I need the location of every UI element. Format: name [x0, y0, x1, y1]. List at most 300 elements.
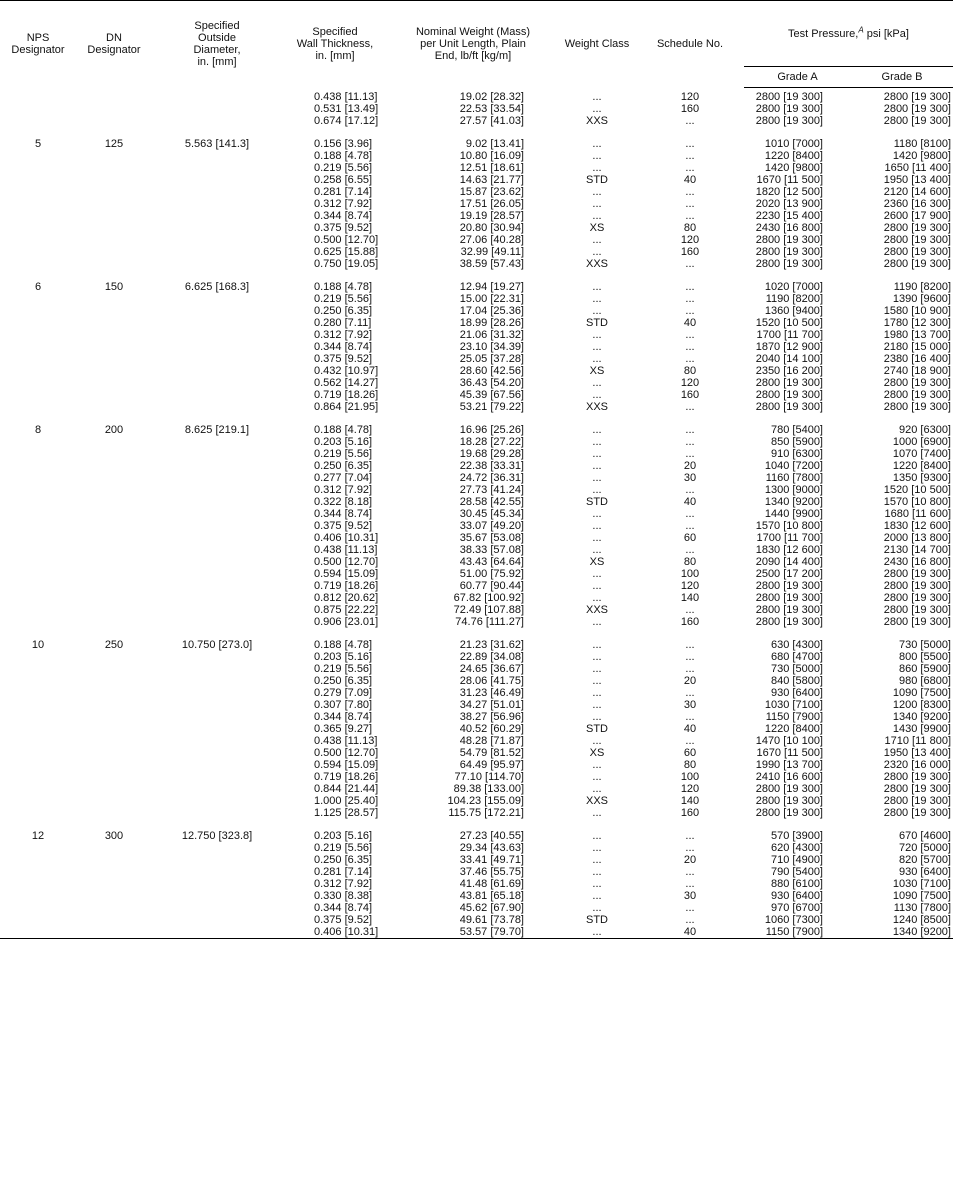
- grade-a-pressure-cell: 1300 [9000]: [764, 484, 823, 496]
- wall-thickness-cell: 0.375 [9.52]: [314, 520, 373, 532]
- table-row: [0, 520, 953, 532]
- nps-cell: [0, 210, 76, 222]
- outside-diameter-cell: [152, 115, 282, 127]
- nps-cell: [0, 771, 76, 783]
- group-spacer: [0, 819, 953, 830]
- outside-diameter-cell: 12.750 [323.8]: [181, 830, 253, 842]
- col-header-nps: [0, 1, 76, 88]
- nominal-weight-cell: 17.51 [26.05]: [459, 198, 524, 210]
- grade-a-pressure-cell: 1870 [12 900]: [755, 341, 823, 353]
- nominal-weight-cell: 22.89 [34.08]: [459, 651, 524, 663]
- dn-cell: [76, 520, 152, 532]
- schedule-cell: 160: [680, 103, 700, 115]
- outside-diameter-cell: [152, 103, 282, 115]
- grade-a-pressure-cell: 1340 [9200]: [764, 496, 823, 508]
- outside-diameter-cell: 10.750 [273.0]: [181, 639, 253, 651]
- table-row: [0, 222, 953, 234]
- nps-cell: [0, 651, 76, 663]
- weight-class-cell: ...: [592, 592, 602, 604]
- schedule-cell: ...: [685, 484, 695, 496]
- nominal-weight-cell: 53.21 [79.22]: [459, 401, 524, 413]
- outside-diameter-cell: [152, 174, 282, 186]
- weight-class-cell: ...: [592, 150, 602, 162]
- weight-class-cell: XXS: [585, 401, 608, 413]
- outside-diameter-cell: [152, 305, 282, 317]
- table-row: [0, 305, 953, 317]
- nps-cell: [0, 246, 76, 258]
- group-spacer: [0, 413, 953, 424]
- table-row: [0, 293, 953, 305]
- weight-class-cell: ...: [592, 484, 602, 496]
- schedule-cell: ...: [685, 353, 695, 365]
- nps-cell: [0, 532, 76, 544]
- wall-thickness-cell: 0.330 [8.38]: [314, 890, 373, 902]
- nps-cell: [0, 687, 76, 699]
- grade-b-pressure-cell: 2600 [17 900]: [883, 210, 951, 222]
- grade-a-pressure-cell: 1820 [12 500]: [755, 186, 823, 198]
- wall-thickness-cell: 0.375 [9.52]: [314, 222, 373, 234]
- outside-diameter-cell: [152, 377, 282, 389]
- schedule-cell: 80: [683, 556, 697, 568]
- weight-class-cell: ...: [592, 162, 602, 174]
- grade-b-pressure-cell: 2800 [19 300]: [883, 222, 951, 234]
- nominal-weight-cell: 18.28 [27.22]: [459, 436, 524, 448]
- grade-a-pressure-cell: 2800 [19 300]: [755, 377, 823, 389]
- nps-cell: [0, 508, 76, 520]
- dn-cell: [76, 914, 152, 926]
- weight-class-cell: ...: [592, 878, 602, 890]
- grade-a-pressure-cell: 2800 [19 300]: [755, 103, 823, 115]
- nps-cell: [0, 556, 76, 568]
- weight-class-cell: STD: [586, 174, 608, 186]
- table-row: [0, 389, 953, 401]
- outside-diameter-cell: [152, 556, 282, 568]
- grade-b-pressure-cell: 2800 [19 300]: [883, 580, 951, 592]
- schedule-cell: ...: [685, 186, 695, 198]
- outside-diameter-cell: [152, 735, 282, 747]
- schedule-cell: 160: [680, 807, 700, 819]
- wall-thickness-cell: 0.906 [23.01]: [314, 616, 379, 628]
- grade-a-pressure-cell: 2230 [15 400]: [755, 210, 823, 222]
- schedule-cell: 100: [680, 771, 700, 783]
- weight-class-cell: ...: [592, 520, 602, 532]
- dn-cell: [76, 675, 152, 687]
- wall-thickness-cell: 0.500 [12.70]: [314, 747, 379, 759]
- grade-b-pressure-cell: 1340 [9200]: [892, 711, 951, 723]
- table-row: [0, 616, 953, 628]
- schedule-cell: ...: [685, 830, 695, 842]
- grade-b-pressure-cell: 1070 [7400]: [892, 448, 951, 460]
- dn-cell: [76, 293, 152, 305]
- grade-b-pressure-cell: 2320 [16 000]: [883, 759, 951, 771]
- nominal-weight-cell: 19.02 [28.32]: [459, 91, 524, 103]
- wall-thickness-cell: 0.219 [5.56]: [314, 842, 373, 854]
- dn-cell: [76, 222, 152, 234]
- table-row: [0, 687, 953, 699]
- nps-cell: 10: [31, 639, 45, 651]
- schedule-cell: 40: [683, 723, 697, 735]
- grade-b-pressure-cell: 2380 [16 400]: [883, 353, 951, 365]
- grade-b-pressure-cell: 720 [5000]: [899, 842, 951, 854]
- weight-class-cell: ...: [592, 436, 602, 448]
- outside-diameter-cell: [152, 580, 282, 592]
- schedule-cell: 60: [683, 532, 697, 544]
- table-row: [0, 830, 953, 842]
- schedule-cell: 60: [683, 747, 697, 759]
- weight-class-cell: ...: [592, 866, 602, 878]
- schedule-cell: ...: [685, 281, 695, 293]
- nps-cell: [0, 484, 76, 496]
- wall-thickness-cell: 0.562 [14.27]: [314, 377, 379, 389]
- wall-thickness-cell: 0.438 [11.13]: [314, 91, 378, 103]
- weight-class-cell: ...: [592, 91, 602, 103]
- weight-class-cell: ...: [592, 580, 602, 592]
- nps-cell: 5: [34, 138, 42, 150]
- schedule-cell: 30: [683, 699, 697, 711]
- wall-thickness-cell: 0.674 [17.12]: [314, 115, 379, 127]
- nominal-weight-cell: 48.28 [71.87]: [459, 735, 524, 747]
- grade-a-pressure-cell: 1440 [9900]: [764, 508, 823, 520]
- weight-class-cell: ...: [592, 568, 602, 580]
- weight-class-cell: XXS: [585, 115, 608, 127]
- dn-cell: [76, 198, 152, 210]
- dn-cell: 200: [104, 424, 124, 436]
- dn-cell: [76, 532, 152, 544]
- grade-a-pressure-cell: 2350 [16 200]: [755, 365, 823, 377]
- grade-a-pressure-cell: 930 [6400]: [771, 890, 823, 902]
- nps-cell: [0, 795, 76, 807]
- weight-class-cell: ...: [592, 842, 602, 854]
- grade-a-pressure-cell: 1990 [13 700]: [755, 759, 823, 771]
- outside-diameter-cell: [152, 699, 282, 711]
- nps-cell: [0, 890, 76, 902]
- test-pressure-label: Test Pressure,: [788, 27, 859, 40]
- outside-diameter-cell: [152, 604, 282, 616]
- nominal-weight-cell: 21.06 [31.32]: [459, 329, 524, 341]
- grade-b-pressure-cell: 1950 [13 400]: [883, 174, 951, 186]
- weight-class-cell: STD: [586, 723, 608, 735]
- wall-thickness-cell: 0.281 [7.14]: [314, 866, 373, 878]
- outside-diameter-cell: 8.625 [219.1]: [184, 424, 250, 436]
- grade-b-pressure-cell: 1950 [13 400]: [883, 747, 951, 759]
- outside-diameter-cell: [152, 902, 282, 914]
- dn-cell: [76, 329, 152, 341]
- table-row: [0, 866, 953, 878]
- nominal-weight-cell: 14.63 [21.77]: [459, 174, 524, 186]
- nps-cell: [0, 472, 76, 484]
- outside-diameter-cell: [152, 747, 282, 759]
- outside-diameter-cell: [152, 162, 282, 174]
- col-header-dn: [76, 1, 152, 88]
- outside-diameter-cell: [152, 520, 282, 532]
- weight-class-cell: ...: [592, 329, 602, 341]
- dn-cell: [76, 771, 152, 783]
- weight-class-cell: ...: [592, 198, 602, 210]
- outside-diameter-cell: [152, 890, 282, 902]
- dn-cell: [76, 305, 152, 317]
- grade-b-pressure-cell: 1520 [10 500]: [883, 484, 951, 496]
- nominal-weight-cell: 72.49 [107.88]: [453, 604, 524, 616]
- table-row: [0, 210, 953, 222]
- table-row: [0, 663, 953, 675]
- wall-thickness-cell: 0.188 [4.78]: [314, 150, 373, 162]
- grade-a-pressure-cell: 710 [4900]: [771, 854, 823, 866]
- outside-diameter-cell: [152, 592, 282, 604]
- wall-thickness-cell: 0.750 [19.05]: [314, 258, 379, 270]
- nps-cell: [0, 353, 76, 365]
- table-row: [0, 424, 953, 436]
- wall-thickness-cell: 0.312 [7.92]: [314, 484, 373, 496]
- nps-cell: [0, 926, 76, 939]
- col-header-wall: [282, 1, 388, 88]
- dn-cell: [76, 747, 152, 759]
- table-row: [0, 246, 953, 258]
- nps-cell: [0, 711, 76, 723]
- grade-a-pressure-cell: 730 [5000]: [771, 663, 823, 675]
- grade-b-pressure-cell: 1130 [7800]: [893, 902, 951, 914]
- dn-cell: 125: [104, 138, 124, 150]
- schedule-cell: 20: [683, 460, 697, 472]
- weight-class-cell: ...: [592, 353, 602, 365]
- nps-cell: [0, 460, 76, 472]
- table-row: [0, 103, 953, 115]
- grade-a-pressure-cell: 1670 [11 500]: [756, 747, 823, 759]
- wall-thickness-cell: 0.625 [15.88]: [314, 246, 379, 258]
- table-row: [0, 198, 953, 210]
- col-header-weight: [388, 1, 558, 88]
- nominal-weight-cell: 45.39 [67.56]: [459, 389, 524, 401]
- schedule-cell: ...: [685, 604, 695, 616]
- table-row: [0, 568, 953, 580]
- schedule-cell: ...: [685, 115, 695, 127]
- nominal-weight-cell: 45.62 [67.90]: [459, 902, 524, 914]
- wall-thickness-cell: 0.594 [15.09]: [314, 759, 379, 771]
- weight-class-cell: XS: [589, 747, 605, 759]
- table-row: [0, 771, 953, 783]
- table-row: [0, 699, 953, 711]
- table-row: [0, 592, 953, 604]
- nps-cell: [0, 902, 76, 914]
- grade-b-pressure-cell: 2800 [19 300]: [883, 91, 951, 103]
- grade-a-pressure-cell: 910 [6300]: [771, 448, 823, 460]
- table-row: [0, 341, 953, 353]
- outside-diameter-cell: [152, 234, 282, 246]
- outside-diameter-cell: [152, 448, 282, 460]
- table-bottom-rule: [0, 939, 953, 940]
- wall-thickness-cell: 0.312 [7.92]: [314, 198, 373, 210]
- weight-class-cell: XXS: [585, 258, 608, 270]
- schedule-cell: ...: [685, 878, 695, 890]
- nps-cell: [0, 759, 76, 771]
- weight-class-cell: STD: [586, 914, 608, 926]
- nominal-weight-cell: 49.61 [73.78]: [459, 914, 524, 926]
- outside-diameter-cell: [152, 687, 282, 699]
- grade-a-pressure-cell: 1060 [7300]: [764, 914, 823, 926]
- grade-a-pressure-cell: 880 [6100]: [771, 878, 823, 890]
- grade-a-pressure-cell: 2410 [16 600]: [755, 771, 823, 783]
- nps-cell: [0, 520, 76, 532]
- weight-class-cell: ...: [592, 544, 602, 556]
- outside-diameter-cell: [152, 210, 282, 222]
- schedule-cell: ...: [685, 401, 695, 413]
- schedule-cell: ...: [685, 162, 695, 174]
- table-row: [0, 234, 953, 246]
- schedule-cell: 140: [680, 795, 700, 807]
- table-row: [0, 544, 953, 556]
- table-row: [0, 747, 953, 759]
- col-header-od-text: Specified Outside Diameter, in. [mm]: [193, 20, 241, 69]
- schedule-cell: ...: [685, 866, 695, 878]
- nps-cell: [0, 317, 76, 329]
- dn-cell: [76, 878, 152, 890]
- outside-diameter-cell: [152, 365, 282, 377]
- grade-b-pressure-cell: 920 [6300]: [899, 424, 951, 436]
- grade-b-pressure-cell: 1090 [7500]: [892, 687, 951, 699]
- grade-a-pressure-cell: 2800 [19 300]: [755, 246, 823, 258]
- schedule-cell: ...: [685, 293, 695, 305]
- outside-diameter-cell: [152, 246, 282, 258]
- grade-b-pressure-cell: 1430 [9900]: [892, 723, 951, 735]
- wall-thickness-cell: 0.203 [5.16]: [314, 651, 373, 663]
- nominal-weight-cell: 115.75 [172.21]: [448, 807, 524, 819]
- nps-cell: [0, 258, 76, 270]
- grade-a-pressure-cell: 2800 [19 300]: [755, 401, 823, 413]
- grade-a-pressure-cell: 1420 [9800]: [764, 162, 823, 174]
- nominal-weight-cell: 10.80 [16.09]: [459, 150, 524, 162]
- grade-b-pressure-cell: 800 [5500]: [899, 651, 951, 663]
- nps-cell: [0, 341, 76, 353]
- nominal-weight-cell: 67.82 [100.92]: [453, 592, 524, 604]
- nps-cell: 6: [34, 281, 42, 293]
- grade-a-pressure-cell: 1030 [7100]: [764, 699, 823, 711]
- grade-a-pressure-cell: 2800 [19 300]: [755, 389, 823, 401]
- grade-b-pressure-cell: 730 [5000]: [899, 639, 951, 651]
- dn-cell: [76, 174, 152, 186]
- grade-b-pressure-cell: 1980 [13 700]: [883, 329, 951, 341]
- schedule-cell: 80: [683, 222, 697, 234]
- nominal-weight-cell: 53.57 [79.70]: [459, 926, 524, 938]
- outside-diameter-cell: [152, 532, 282, 544]
- dn-cell: [76, 795, 152, 807]
- nominal-weight-cell: 24.65 [36.67]: [459, 663, 524, 675]
- dn-cell: [76, 651, 152, 663]
- wall-thickness-cell: 0.344 [8.74]: [314, 711, 373, 723]
- grade-b-pressure-cell: 2130 [14 700]: [883, 544, 951, 556]
- wall-thickness-cell: 0.250 [6.35]: [314, 460, 373, 472]
- outside-diameter-cell: [152, 222, 282, 234]
- nps-cell: [0, 723, 76, 735]
- weight-class-cell: ...: [592, 186, 602, 198]
- wall-thickness-cell: 0.219 [5.56]: [314, 293, 373, 305]
- grade-a-pressure-cell: 1360 [9400]: [764, 305, 823, 317]
- table-row: [0, 926, 953, 939]
- grade-a-pressure-cell: 1830 [12 600]: [755, 544, 823, 556]
- nominal-weight-cell: 18.99 [28.26]: [459, 317, 524, 329]
- outside-diameter-cell: [152, 508, 282, 520]
- outside-diameter-cell: [152, 317, 282, 329]
- dn-cell: [76, 436, 152, 448]
- weight-class-cell: ...: [592, 926, 602, 938]
- grade-b-pressure-cell: 1680 [11 600]: [884, 508, 951, 520]
- grade-a-pressure-cell: 2800 [19 300]: [755, 592, 823, 604]
- grade-a-pressure-cell: 2800 [19 300]: [755, 91, 823, 103]
- table-row: [0, 890, 953, 902]
- weight-class-cell: XS: [589, 365, 605, 377]
- table-row: [0, 377, 953, 389]
- wall-thickness-cell: 0.438 [11.13]: [314, 544, 378, 556]
- wall-thickness-cell: 0.844 [21.44]: [314, 783, 379, 795]
- weight-class-cell: ...: [592, 651, 602, 663]
- outside-diameter-cell: [152, 329, 282, 341]
- outside-diameter-cell: [152, 472, 282, 484]
- nps-cell: [0, 914, 76, 926]
- wall-thickness-cell: 0.719 [18.26]: [314, 580, 379, 592]
- table-row: [0, 365, 953, 377]
- outside-diameter-cell: [152, 341, 282, 353]
- dn-cell: [76, 508, 152, 520]
- table-row: [0, 150, 953, 162]
- grade-a-pressure-cell: 2800 [19 300]: [755, 258, 823, 270]
- wall-thickness-cell: 0.594 [15.09]: [314, 568, 379, 580]
- grade-b-pressure-cell: 820 [5700]: [899, 854, 951, 866]
- dn-cell: [76, 568, 152, 580]
- dn-cell: [76, 234, 152, 246]
- nps-cell: [0, 448, 76, 460]
- outside-diameter-cell: [152, 866, 282, 878]
- outside-diameter-cell: [152, 186, 282, 198]
- wall-thickness-cell: 0.219 [5.56]: [314, 663, 373, 675]
- dn-cell: [76, 353, 152, 365]
- col-header-dn-text: DN Designator: [87, 32, 141, 57]
- nps-cell: [0, 544, 76, 556]
- nominal-weight-cell: 30.45 [45.34]: [459, 508, 524, 520]
- nps-cell: [0, 735, 76, 747]
- grade-a-pressure-cell: 1040 [7200]: [764, 460, 823, 472]
- dn-cell: [76, 317, 152, 329]
- nominal-weight-cell: 33.41 [49.71]: [459, 854, 524, 866]
- grade-a-pressure-cell: 2800 [19 300]: [755, 234, 823, 246]
- nps-cell: [0, 854, 76, 866]
- wall-thickness-cell: 0.365 [9.27]: [314, 723, 373, 735]
- outside-diameter-cell: [152, 723, 282, 735]
- weight-class-cell: ...: [592, 663, 602, 675]
- nps-cell: [0, 389, 76, 401]
- col-header-od: [152, 1, 282, 88]
- wall-thickness-cell: 0.250 [6.35]: [314, 305, 373, 317]
- wall-thickness-cell: 0.258 [6.55]: [314, 174, 373, 186]
- table-row: [0, 138, 953, 150]
- schedule-cell: 80: [683, 759, 697, 771]
- schedule-cell: ...: [685, 544, 695, 556]
- grade-b-pressure-cell: 1180 [8100]: [893, 138, 951, 150]
- table-row: [0, 580, 953, 592]
- nps-cell: [0, 842, 76, 854]
- grade-b-pressure-cell: 2740 [18 900]: [883, 365, 951, 377]
- nominal-weight-cell: 43.81 [65.18]: [459, 890, 524, 902]
- wall-thickness-cell: 0.406 [10.31]: [314, 926, 379, 938]
- dn-cell: [76, 162, 152, 174]
- dn-cell: [76, 365, 152, 377]
- grade-a-pressure-cell: 1220 [8400]: [764, 150, 823, 162]
- table-row: [0, 902, 953, 914]
- table-row: [0, 353, 953, 365]
- nominal-weight-cell: 29.34 [43.63]: [459, 842, 524, 854]
- outside-diameter-cell: [152, 496, 282, 508]
- grade-b-pressure-cell: 2800 [19 300]: [883, 783, 951, 795]
- nominal-weight-cell: 38.59 [57.43]: [459, 258, 524, 270]
- grade-b-pressure-cell: 1780 [12 300]: [883, 317, 951, 329]
- dn-cell: [76, 258, 152, 270]
